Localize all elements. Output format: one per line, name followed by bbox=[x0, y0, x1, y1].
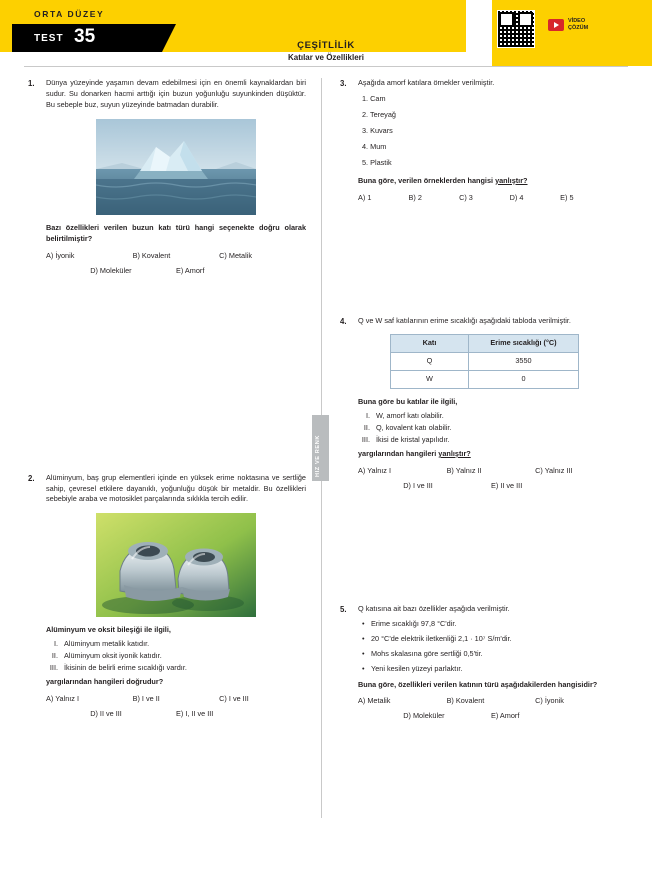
level-label: ORTA DÜZEY bbox=[34, 9, 105, 19]
table-row bbox=[391, 371, 579, 389]
table-cell: 3550 bbox=[469, 353, 579, 371]
roman-text: İkisinin de belirli erime sıcaklığı vardır. bbox=[64, 663, 187, 673]
question-3-prompt bbox=[358, 176, 624, 187]
bullet-text: Mohs skalasına göre sertliği 0,5'tir. bbox=[371, 648, 483, 658]
question-2-text: Alüminyum, baş grup elementleri içinde en yüksek erime noktasına ve sertliğe sahip, çevresel etkilere dayanıklı, yoğunluğu düşük bir metaldir. Bu özellikleri sebebiyle araba ve motosiklet parçalarında sıklıkla tercih edilir. bbox=[46, 472, 306, 504]
question-1-prompt: Bazı özellikleri verilen buzun katı türü hangi seçenekte doğru olarak belirtilmiştir? bbox=[46, 222, 306, 243]
question-3-prompt-underline: yanlıştır? bbox=[495, 175, 528, 185]
roman-label: II. bbox=[51, 651, 58, 661]
bullet-dot-icon: • bbox=[362, 633, 365, 643]
table-header-row bbox=[391, 335, 579, 353]
list-item: 3. Kuvars bbox=[362, 125, 393, 135]
question-4-question-plain: yargılarından hangileri bbox=[358, 449, 439, 458]
choice-d[interactable]: D) Moleküler bbox=[90, 265, 132, 275]
question-5-bullets bbox=[362, 619, 624, 675]
roman-label: III. bbox=[361, 435, 370, 445]
roman-text: İkisi de kristal yapılıdır. bbox=[376, 435, 450, 445]
choice-d[interactable]: D) II ve III bbox=[90, 709, 122, 718]
bullet-item bbox=[362, 649, 624, 660]
question-3-prompt-plain: Buna göre, verilen örneklerden hangisi bbox=[358, 175, 496, 185]
question-1-number: 1. bbox=[28, 79, 35, 88]
roman-label: III. bbox=[49, 663, 58, 673]
choice-d[interactable]: D) 4 bbox=[509, 192, 524, 202]
question-1-choices bbox=[46, 251, 306, 277]
choice-c[interactable]: C) Yalnız III bbox=[535, 465, 573, 475]
table-cell: Q bbox=[391, 353, 469, 371]
bullet-text: Yeni kesilen yüzeyi parlaktır. bbox=[371, 663, 463, 673]
list-item: 2. Tereyağ bbox=[362, 109, 396, 119]
question-3-number: 3. bbox=[340, 79, 347, 88]
question-2-romans bbox=[46, 639, 306, 674]
qr-code-icon[interactable] bbox=[497, 10, 535, 48]
test-word: TEST bbox=[34, 33, 64, 44]
question-2-question-line: yargılarından hangileri doğrudur? bbox=[46, 677, 164, 687]
question-5-choices bbox=[358, 696, 624, 722]
roman-item bbox=[46, 663, 306, 674]
page-header bbox=[0, 0, 652, 66]
choice-a[interactable]: A) Metalik bbox=[358, 696, 391, 706]
question-2-number: 2. bbox=[28, 473, 35, 483]
bullet-dot-icon: • bbox=[362, 618, 365, 628]
choice-c[interactable]: C) I ve III bbox=[219, 694, 249, 704]
choice-e[interactable]: E) Amorf bbox=[491, 711, 520, 721]
choice-b[interactable]: B) Kovalent bbox=[446, 696, 485, 706]
melting-point-table bbox=[390, 334, 579, 389]
left-column bbox=[28, 78, 306, 730]
question-2 bbox=[28, 473, 306, 720]
question-5 bbox=[340, 604, 624, 723]
choice-d[interactable]: D) Moleküler bbox=[403, 711, 445, 721]
choice-a[interactable]: A) İyonik bbox=[46, 250, 75, 260]
roman-item bbox=[46, 651, 306, 662]
question-4-romans bbox=[358, 411, 624, 446]
video-solution-badge[interactable] bbox=[548, 18, 588, 33]
list-item: 4. Mum bbox=[362, 141, 387, 151]
table-header-cell: Katı bbox=[391, 335, 469, 353]
question-3-items bbox=[362, 94, 624, 169]
bullet-item bbox=[362, 634, 624, 645]
question-1-text: Dünya yüzeyinde yaşamın devam edebilmesi için en önemli kaynaklardan biri sudur. Su donarken hacmi arttığı için buzun yoğunluğu suyunkinden düşüktür. Bu sebeple buz, suyun yüzeyinde batmadan durabilir. bbox=[46, 78, 306, 109]
question-4-prompt: Buna göre bu katılar ile ilgili, bbox=[358, 397, 458, 407]
choice-b[interactable]: B) 2 bbox=[408, 192, 422, 202]
choice-b[interactable]: B) Yalnız II bbox=[446, 465, 482, 475]
roman-text: Alüminyum oksit iyonik katıdır. bbox=[64, 651, 162, 661]
choice-e[interactable]: E) Amorf bbox=[176, 265, 205, 275]
choice-e[interactable]: E) I, II ve III bbox=[176, 709, 214, 718]
roman-text: W, amorf katı olabilir. bbox=[376, 411, 444, 421]
question-3-text: Aşağıda amorf katılara örnekler verilmiştir. bbox=[358, 78, 495, 87]
play-icon bbox=[548, 19, 564, 31]
bullet-item bbox=[362, 619, 624, 630]
list-item: 1. Cam bbox=[362, 93, 386, 103]
question-3 bbox=[340, 78, 624, 204]
page-title: ÇEŞİTLİLİK bbox=[297, 40, 355, 51]
test-number: 35 bbox=[74, 26, 96, 47]
roman-label: II. bbox=[363, 423, 370, 433]
question-4-choices bbox=[358, 466, 624, 492]
page-subtitle: Katılar ve Özellikleri bbox=[287, 53, 365, 62]
choice-c[interactable]: C) İyonik bbox=[535, 696, 564, 706]
table-cell: 0 bbox=[469, 371, 579, 389]
question-1-image-wrap bbox=[46, 119, 306, 215]
list-item: 5. Plastik bbox=[362, 157, 392, 167]
header-divider bbox=[24, 66, 628, 67]
choice-d[interactable]: D) I ve III bbox=[403, 480, 433, 490]
table-cell: W bbox=[391, 371, 469, 389]
choice-c[interactable]: C) Metalik bbox=[219, 250, 252, 260]
choice-b[interactable]: B) I ve II bbox=[132, 694, 160, 704]
roman-item bbox=[46, 639, 306, 650]
question-4 bbox=[340, 316, 624, 492]
question-2-choices bbox=[46, 694, 306, 720]
video-badge-line2: ÇÖZÜM bbox=[568, 25, 589, 32]
bullet-text: Erime sıcaklığı 97,8 °C'dir. bbox=[371, 618, 457, 628]
choice-e[interactable]: E) 5 bbox=[560, 192, 574, 202]
roman-item bbox=[358, 411, 624, 422]
bullet-item bbox=[362, 664, 624, 675]
choice-e[interactable]: E) II ve III bbox=[491, 480, 523, 490]
choice-a[interactable]: A) 1 bbox=[358, 192, 372, 202]
video-badge-line1: VİDEO bbox=[568, 18, 586, 24]
bullet-dot-icon: • bbox=[362, 663, 365, 673]
question-2-image-wrap bbox=[46, 513, 306, 617]
side-tab-label: HIZ VE RENK bbox=[315, 434, 321, 477]
choice-c[interactable]: C) 3 bbox=[459, 192, 473, 202]
roman-text: Q, kovalent katı olabilir. bbox=[376, 423, 452, 433]
aluminum-parts-photo bbox=[96, 513, 256, 617]
bullet-dot-icon: • bbox=[362, 648, 365, 658]
question-4-text: Q ve W saf katılarının erime sıcaklığı aşağıdaki tabloda verilmiştir. bbox=[358, 315, 571, 325]
question-5-text: Q katısına ait bazı özellikler aşağıda verilmiştir. bbox=[358, 603, 510, 613]
iceberg-photo bbox=[96, 119, 256, 215]
question-4-question-underline: yanlıştır? bbox=[438, 449, 471, 458]
choice-b[interactable]: B) Kovalent bbox=[132, 250, 171, 260]
right-column bbox=[340, 78, 624, 732]
question-4-number: 4. bbox=[340, 316, 347, 326]
roman-label: I. bbox=[365, 411, 370, 421]
question-1 bbox=[28, 78, 306, 277]
table-row bbox=[391, 353, 579, 371]
choice-a[interactable]: A) Yalnız I bbox=[46, 694, 79, 704]
question-5-number: 5. bbox=[340, 604, 347, 614]
table-header-cell: Erime sıcaklığı (°C) bbox=[469, 335, 579, 353]
question-2-prompt: Alüminyum ve oksit bileşiği ile ilgili, bbox=[46, 625, 171, 635]
roman-text: Alüminyum metalik katıdır. bbox=[64, 639, 150, 649]
side-tab bbox=[312, 415, 329, 481]
choice-a[interactable]: A) Yalnız I bbox=[358, 465, 391, 475]
roman-item bbox=[358, 423, 624, 434]
question-3-choices bbox=[358, 193, 624, 204]
roman-label: I. bbox=[53, 639, 58, 649]
bullet-text: 20 °C'de elektrik iletkenliği 2,1 · 10⁷ S/m'dir. bbox=[371, 633, 512, 643]
question-5-prompt: Buna göre, özellikleri verilen katının türü aşağıdakilerden hangisidir? bbox=[358, 679, 598, 689]
question-4-question-line bbox=[358, 449, 624, 460]
roman-item bbox=[358, 435, 624, 446]
